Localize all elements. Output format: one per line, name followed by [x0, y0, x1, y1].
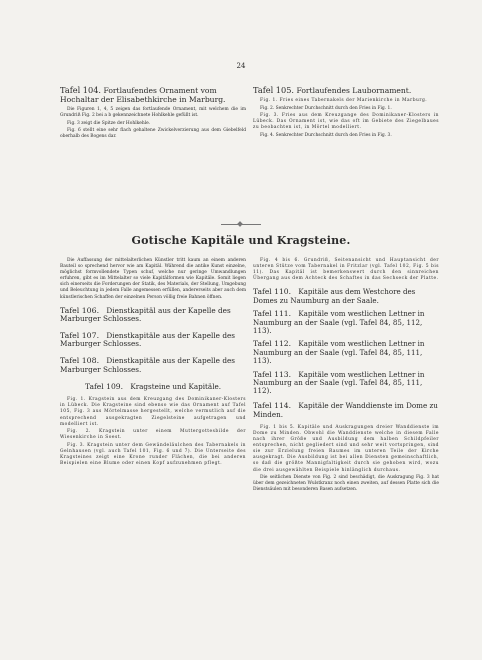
left-column	[60, 258, 246, 469]
section-title: Gotische Kapitäle und Kragsteine.	[131, 234, 351, 247]
paragraph: Fig. 3 zeigt die Spitze der Hohlkehle.	[67, 120, 151, 126]
tafel-number: Tafel 113.	[253, 369, 292, 379]
paragraph: Fig. 1. Kragstein aus dem Kreuzgang des Dominikaner-Klosters in Lübeck. Die Kragsteine sind ebenso wie das Ornament auf Tafel 105, Fig. 3 aus Mörtelmasse hergestellt, welche vermutlich auf die entsprechend ausgekragten Ziegelsteine aufgetragen und modelliert ist.	[60, 397, 246, 427]
paragraph: Fig. 3. Kragstein unter dem Gewändeläulchen des Tabernakels in Gelnhausen (vgl. auch Tafel 101, Fig. 6 und 7). Die Unterseite des Kragsteines zeigt eine Krone runder Flächen, die bei anderen Beispielen eine Blume oder einen Kopf aufzunehmen pflegt.	[60, 442, 246, 467]
tafel-number: Tafel 111.	[253, 309, 292, 319]
tafel-number: Tafel 107.	[60, 330, 100, 340]
tafel-title: Kapitäle der Wanddienste im Dome zu Minden.	[253, 400, 438, 419]
paragraph: Die seitlichen Dienste von Fig. 2 sind beschädigt, die Auskragung Fig. 3 hat über dem gezeichneten Wulstkranz noch einen zweiten, auf dessen Platte sich die Dienstsäulen mit besonderen Basen aufsetzen.	[253, 475, 439, 493]
page-number: 24	[236, 62, 246, 70]
paragraph: Fig. 2. Senkrechter Durchschnitt durch den Fries in Fig. 1.	[260, 105, 392, 111]
tafel-114-heading	[253, 401, 439, 419]
paragraph: Fig. 4. Senkrechter Durchschnitt durch den Fries in Fig. 3.	[260, 132, 392, 138]
tafel-104-block	[60, 86, 246, 142]
tafel-number: Tafel 104.	[60, 85, 102, 95]
tafel-number: Tafel 106.	[60, 305, 100, 315]
tafel-number: Tafel 112.	[253, 339, 292, 349]
tafel-title: Kragsteine und Kapitäle.	[130, 382, 222, 392]
tafel-number: Tafel 109.	[84, 382, 124, 392]
paragraph: Fig. 6 stellt eine sehr flach gehaltene Zwickelverzierung aus dem Giebelfeld oberhalb des Bogens dar.	[60, 128, 246, 140]
tafel-title: Dienstkapitäle aus der Kapelle des Marburger Schlosses.	[60, 330, 236, 349]
tafel-109-heading	[60, 382, 246, 391]
tafel-104-heading	[60, 86, 246, 104]
tafel-title: Kapitäle vom westlichen Lettner in Naumburg an der Saale	[253, 309, 425, 327]
tafel-title: Kapitäle aus dem Westchore des Domes zu Naumburg an der Saale.	[253, 287, 416, 305]
paragraph: Fig. 3. Fries aus dem Kreuzgange des Dominikaner-Klosters in Lübeck. Das Ornament ist, wie das oft im Gebiete des Ziegelbaues zu beobachten ist, in Mörtel modelliert.	[253, 113, 439, 131]
tafel-110-heading	[253, 288, 439, 305]
intro-paragraph: Die Auffassung der mittelalterlichen Künstler tritt kaum an einem anderen Bauteil so sprechend hervor wie am Kapitäl. Während die antike Kunst einzelne, möglichst formvollendete Typen schuf, welche nur geringe Umwandlungen erfuhren, gibt es im Mittelalter so viele Kapitälformen wie Kapitäle. Somit liegen sich einerseits die Forderungen der Statik, des Materials, der Stellung, Umgebung und Beleuchtung in jedem Falle angemessen erfüllen, andererseits aber auch dem künstlerischen Schaffen der einzelnen Person völlig freie Bahnen öffnen.	[60, 258, 246, 300]
tafel-number: Tafel 110.	[253, 287, 292, 297]
tafel-112-heading	[253, 340, 439, 365]
paragraph: Fig. 1. Fries eines Tabernakels der Marienkirche in Marburg.	[260, 98, 428, 103]
tafel-title: Fortlaufendes Ornament vom Hochaltar der Elisabethkirche in Marburg.	[60, 86, 226, 104]
paragraph: Fig. 1 bis 5. Kapitäle und Auskragungen dreier Wanddienste im Dome zu Minden. Obwohl die Wanddienste welche in diesem Falle nach ihrer Größe und Ausbildung dem halben Schildpfeiler entsprechen, nicht gegliedert sind und sehr weit vortspringen, sind sie zur Erzielung freien Raumes im unteren Teile der Kirche ausgekragt. Die Ausbildung ist bei allen Diensten gemeinschaftlich, so daß die größte Mannigfaltigkeit durch sie gehoben wird, wozu die drei ausgewählten Beispiele hinlänglich durchaus.	[253, 424, 439, 473]
tafel-title: Fortlaufendes Laubornament.	[296, 86, 412, 95]
tafel-105-block	[253, 86, 439, 141]
paragraph: Fig. 2. Kragstein unter einem Muttergottesbilde der Wiesenkirche in Soest.	[60, 429, 246, 441]
right-column	[253, 258, 439, 495]
tafel-108-heading	[60, 357, 246, 374]
tafel-107-heading	[60, 332, 246, 349]
tafel-number: Tafel 108.	[60, 356, 100, 366]
tafel-reference: (vgl. Tafel 84, 85, 111, 112).	[253, 378, 423, 396]
tafel-title: Dienstkapitäl aus der Kapelle des Marburger Schlosses.	[60, 305, 231, 324]
tafel-106-heading	[60, 307, 246, 324]
tafel-reference: (vgl. Tafel 84, 85, 112, 113).	[253, 317, 423, 335]
tafel-title: Kapitäle vom westlichen Lettner in Naumburg an der Saale	[253, 369, 425, 388]
tafel-111-heading	[253, 310, 439, 335]
tafel-title: Dienstkapitäle aus der Kapelle des Marburger Schlosses.	[60, 356, 236, 374]
tafel-number: Tafel 114.	[253, 400, 292, 410]
tafel-title: Kapitäle vom westlichen Lettner in Naumburg an der Saale	[253, 339, 425, 357]
tafel-105-heading	[253, 86, 439, 95]
paragraph: Die Figuren 1, 4, 5 zeigen das fortlaufende Ornament, mit welchem die im Grundriß Fig. 2 bei a b gekennzeichnete Hohlkehle gefüllt ist.	[60, 107, 246, 119]
tafel-reference: (vgl. Tafel 84, 85, 111, 113).	[253, 347, 423, 366]
tafel-number: Tafel 105.	[253, 85, 295, 95]
intro-paragraph: Fig. 4 bis 6. Grundriß, Seitenansicht und Hauptansicht der unteren Stütze vom Tabernakel in Fritzlar (vgl. Tafel 102, Fig. 5 bis 11). Das Kapitäl ist bemerkenswert durch den sinnreichen Übergang aus dem Achteck des Schaftes in das Sechseck der Platte.	[253, 258, 439, 282]
ornamental-divider	[221, 224, 261, 225]
tafel-113-heading	[253, 371, 439, 396]
